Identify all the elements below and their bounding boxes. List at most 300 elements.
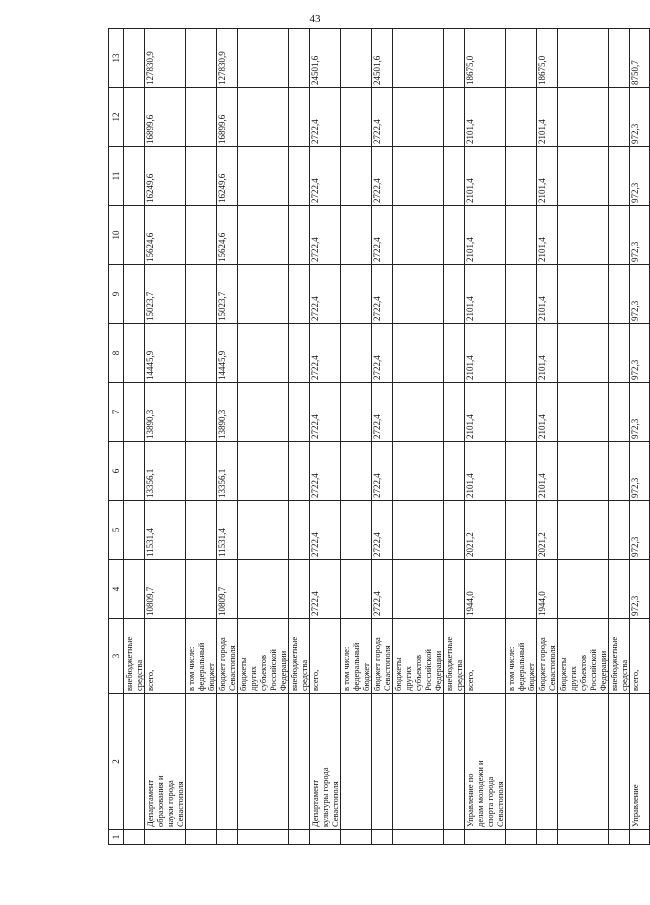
value-cell [289, 383, 310, 442]
table-row [186, 29, 217, 845]
table-row [444, 29, 465, 845]
value-cell: 18675,0 [537, 29, 558, 88]
cell-text-line: других [568, 666, 578, 691]
header-cell: 6 [109, 442, 124, 501]
value-cell [186, 501, 217, 560]
header-cell: 12 [109, 88, 124, 147]
value-cell [506, 383, 537, 442]
value-cell [444, 265, 465, 324]
value-cell [393, 88, 444, 147]
row-index-cell [310, 830, 341, 845]
funding-source-cell [372, 619, 393, 694]
value-cell [186, 29, 217, 88]
executor-cell [310, 694, 341, 830]
cell-text-line: бюджеты [238, 657, 248, 691]
value-cell: 2101,4 [465, 147, 506, 206]
value-cell [558, 29, 609, 88]
cell-text-line: Севастополя [547, 645, 557, 691]
row-index-cell [537, 830, 558, 845]
cell-text-line: в том числе: [186, 646, 196, 691]
value-cell: 2722,4 [310, 265, 341, 324]
cell-text-line: федеральный [516, 642, 526, 691]
value-cell [289, 501, 310, 560]
cell-text-line: внебюджетные [289, 636, 299, 691]
value-cell: 2722,4 [310, 560, 341, 619]
value-cell [124, 442, 145, 501]
cell-text-line: бюджет [361, 663, 371, 691]
value-cell [186, 147, 217, 206]
value-cell [238, 206, 289, 265]
row-index-cell [186, 830, 217, 845]
cell-text-line: бюджет города [537, 637, 547, 691]
cell-text-line: субъектов [258, 655, 268, 691]
cell-text-line: средства [454, 659, 464, 691]
value-cell [609, 442, 630, 501]
funding-source-cell [558, 619, 609, 694]
funding-source-cell [289, 619, 310, 694]
value-cell [289, 442, 310, 501]
row-index-cell [289, 830, 310, 845]
value-cell [238, 265, 289, 324]
table-row [465, 29, 506, 845]
executor-cell [372, 694, 393, 830]
value-cell [506, 442, 537, 501]
value-cell [341, 442, 372, 501]
executor-cell [537, 694, 558, 830]
cell-text-line: делам молодежи и [475, 760, 485, 827]
header-cell: 3 [109, 619, 124, 694]
value-cell: 10809,7 [145, 560, 186, 619]
value-cell: 127830,9 [217, 29, 238, 88]
header-cell: 8 [109, 324, 124, 383]
value-cell: 972,3 [630, 383, 650, 442]
cell-text-line: средства [134, 659, 144, 691]
table-row [506, 29, 537, 845]
header-cell: 9 [109, 265, 124, 324]
row-index-cell [238, 830, 289, 845]
value-cell: 10809,7 [217, 560, 238, 619]
cell-text-line: Российской [588, 649, 598, 691]
value-cell: 972,3 [630, 324, 650, 383]
value-cell [186, 442, 217, 501]
header-cell: 7 [109, 383, 124, 442]
value-cell: 16249,6 [145, 147, 186, 206]
cell-text-line: средства [619, 659, 629, 691]
value-cell [341, 324, 372, 383]
value-cell [393, 206, 444, 265]
value-cell [238, 383, 289, 442]
value-cell: 2722,4 [310, 442, 341, 501]
executor-cell [145, 694, 186, 830]
header-cell: 4 [109, 560, 124, 619]
cell-text-line: бюджеты [393, 657, 403, 691]
value-cell [341, 147, 372, 206]
row-index-cell [341, 830, 372, 845]
value-cell [609, 29, 630, 88]
value-cell [506, 560, 537, 619]
value-cell [186, 383, 217, 442]
executor-cell [558, 694, 609, 830]
value-cell: 11531,4 [217, 501, 238, 560]
value-cell [609, 324, 630, 383]
executor-cell [341, 694, 372, 830]
value-cell: 2101,4 [537, 147, 558, 206]
value-cell: 2101,4 [465, 383, 506, 442]
cell-text-line: Департамент [310, 779, 320, 827]
value-cell [289, 560, 310, 619]
cell-text-line: Федерации [278, 650, 288, 691]
cell-text-line: федеральный [351, 642, 361, 691]
cell-text-line: федеральный [196, 642, 206, 691]
value-cell: 2101,4 [465, 265, 506, 324]
value-cell: 24501,6 [372, 29, 393, 88]
funding-source-cell [465, 619, 506, 694]
row-index-cell [217, 830, 238, 845]
executor-cell [393, 694, 444, 830]
row-index-cell [630, 830, 650, 845]
table-row [609, 29, 630, 845]
budget-table [108, 28, 650, 845]
value-cell: 2101,4 [465, 206, 506, 265]
value-cell [506, 88, 537, 147]
funding-source-cell [537, 619, 558, 694]
cell-text-line: науки города [165, 780, 175, 827]
value-cell [609, 147, 630, 206]
value-cell [186, 265, 217, 324]
value-cell: 2101,4 [537, 442, 558, 501]
executor-cell [289, 694, 310, 830]
cell-text-line: образования и [155, 775, 165, 827]
row-index-cell [372, 830, 393, 845]
value-cell [558, 501, 609, 560]
value-cell: 2722,4 [310, 324, 341, 383]
value-cell: 2101,4 [465, 324, 506, 383]
value-cell: 2722,4 [372, 501, 393, 560]
value-cell: 972,3 [630, 206, 650, 265]
cell-text-line: средства [299, 659, 309, 691]
value-cell [444, 88, 465, 147]
value-cell: 972,3 [630, 147, 650, 206]
value-cell: 2722,4 [372, 383, 393, 442]
row-index-cell [444, 830, 465, 845]
value-cell: 2722,4 [372, 88, 393, 147]
funding-source-cell [444, 619, 465, 694]
cell-text-line: Севастополя [227, 645, 237, 691]
value-cell [238, 29, 289, 88]
funding-source-cell [310, 619, 341, 694]
header-cell: 13 [109, 29, 124, 88]
value-cell [444, 324, 465, 383]
row-index-cell [145, 830, 186, 845]
cell-text-line: внебюджетные [609, 636, 619, 691]
value-cell [238, 560, 289, 619]
value-cell [444, 501, 465, 560]
value-cell [609, 383, 630, 442]
value-cell [393, 501, 444, 560]
cell-text-line: других [248, 666, 258, 691]
funding-source-cell [145, 619, 186, 694]
value-cell: 2722,4 [310, 501, 341, 560]
value-cell [124, 206, 145, 265]
value-cell [124, 383, 145, 442]
value-cell [558, 324, 609, 383]
value-cell [341, 560, 372, 619]
cell-text-line: Российской [423, 649, 433, 691]
table-row [630, 29, 650, 845]
value-cell: 2722,4 [372, 560, 393, 619]
cell-text-line: Управление по [465, 773, 475, 827]
value-cell [558, 147, 609, 206]
value-cell: 15023,7 [145, 265, 186, 324]
row-index-cell [558, 830, 609, 845]
value-cell [341, 88, 372, 147]
cell-text-line: Департамент [145, 779, 155, 827]
value-cell: 2722,4 [372, 324, 393, 383]
cell-text-line: внебюджетные [444, 636, 454, 691]
value-cell [558, 265, 609, 324]
header-cell: 2 [109, 694, 124, 830]
value-cell [506, 265, 537, 324]
row-index-cell [609, 830, 630, 845]
cell-text-line: бюджет [526, 663, 536, 691]
value-cell: 2722,4 [372, 206, 393, 265]
cell-text-line: Севастополя [495, 781, 505, 827]
cell-text-line: бюджет [206, 663, 216, 691]
value-cell [393, 265, 444, 324]
value-cell [444, 442, 465, 501]
value-cell: 972,3 [630, 88, 650, 147]
executor-cell [506, 694, 537, 830]
value-cell [609, 560, 630, 619]
value-cell: 13356,1 [217, 442, 238, 501]
cell-text-line: Федерации [433, 650, 443, 691]
value-cell [186, 88, 217, 147]
value-cell [124, 501, 145, 560]
funding-source-cell [217, 619, 238, 694]
cell-text-line: других [403, 666, 413, 691]
value-cell: 16249,6 [217, 147, 238, 206]
cell-text-line: культуры города [320, 767, 330, 827]
value-cell: 15023,7 [217, 265, 238, 324]
rotated-table [108, 28, 640, 845]
value-cell: 15624,6 [145, 206, 186, 265]
header-cell: 5 [109, 501, 124, 560]
funding-source-cell [506, 619, 537, 694]
executor-cell [186, 694, 217, 830]
value-cell [393, 324, 444, 383]
header-cell: 1 [109, 830, 124, 845]
value-cell [444, 147, 465, 206]
value-cell: 2021,2 [537, 501, 558, 560]
value-cell [558, 88, 609, 147]
value-cell [238, 324, 289, 383]
table-row [124, 29, 145, 845]
value-cell [341, 383, 372, 442]
rotated-table-container [108, 28, 640, 845]
value-cell: 127830,9 [145, 29, 186, 88]
value-cell: 972,3 [630, 501, 650, 560]
value-cell: 2101,4 [537, 206, 558, 265]
value-cell [238, 442, 289, 501]
value-cell [558, 442, 609, 501]
value-cell [186, 324, 217, 383]
cell-text-line: субъектов [578, 655, 588, 691]
value-cell: 2101,4 [537, 88, 558, 147]
value-cell [289, 206, 310, 265]
cell-text-line: бюджет города [372, 637, 382, 691]
value-cell [444, 29, 465, 88]
cell-text-line: Севастополя [175, 781, 185, 827]
value-cell [393, 383, 444, 442]
value-cell [341, 29, 372, 88]
value-cell [124, 324, 145, 383]
funding-source-cell [341, 619, 372, 694]
value-cell [609, 501, 630, 560]
value-cell [289, 147, 310, 206]
value-cell: 972,3 [630, 265, 650, 324]
row-index-cell [465, 830, 506, 845]
row-index-cell [124, 830, 145, 845]
table-row [393, 29, 444, 845]
value-cell [124, 88, 145, 147]
cell-text-line: спорта города [485, 776, 495, 827]
value-cell: 2722,4 [372, 147, 393, 206]
cell-text-line: бюджеты [558, 657, 568, 691]
cell-text-line: внебюджетные [124, 636, 134, 691]
executor-cell [124, 694, 145, 830]
executor-cell [444, 694, 465, 830]
value-cell [506, 147, 537, 206]
value-cell [238, 501, 289, 560]
value-cell [558, 560, 609, 619]
header-cell: 10 [109, 206, 124, 265]
value-cell: 11531,4 [145, 501, 186, 560]
cell-text-line: Управление [630, 784, 640, 827]
value-cell [393, 147, 444, 206]
value-cell [609, 265, 630, 324]
cell-text-line: в том числе: [341, 646, 351, 691]
value-cell: 18675,0 [465, 29, 506, 88]
funding-source-cell [186, 619, 217, 694]
value-cell: 2101,4 [465, 442, 506, 501]
value-cell [124, 29, 145, 88]
value-cell [186, 560, 217, 619]
cell-text-line: субъектов [413, 655, 423, 691]
cell-text-line: бюджет города [217, 637, 227, 691]
value-cell [124, 560, 145, 619]
value-cell: 2722,4 [310, 206, 341, 265]
value-cell: 2722,4 [310, 383, 341, 442]
value-cell: 2101,4 [465, 88, 506, 147]
table-row [289, 29, 310, 845]
value-cell: 1944,0 [465, 560, 506, 619]
value-cell [558, 206, 609, 265]
row-index-cell [506, 830, 537, 845]
funding-source-cell [393, 619, 444, 694]
cell-text-line: Севастополя [382, 645, 392, 691]
value-cell: 13890,3 [145, 383, 186, 442]
value-cell [289, 324, 310, 383]
value-cell [506, 206, 537, 265]
value-cell [444, 206, 465, 265]
value-cell: 15624,6 [217, 206, 238, 265]
value-cell: 16899,6 [145, 88, 186, 147]
value-cell: 2021,2 [465, 501, 506, 560]
table-row [217, 29, 238, 845]
value-cell: 972,3 [630, 560, 650, 619]
table-row [238, 29, 289, 845]
table-row [558, 29, 609, 845]
value-cell [393, 560, 444, 619]
value-cell: 16899,6 [217, 88, 238, 147]
cell-text-line: всего, [310, 669, 320, 691]
funding-source-cell [124, 619, 145, 694]
cell-text-line: всего, [145, 669, 155, 691]
value-cell: 24501,6 [310, 29, 341, 88]
value-cell: 2101,4 [537, 265, 558, 324]
funding-source-cell [630, 619, 650, 694]
value-cell [186, 206, 217, 265]
cell-text-line: Федерации [598, 650, 608, 691]
table-row [145, 29, 186, 845]
executor-cell [238, 694, 289, 830]
value-cell: 14445,9 [145, 324, 186, 383]
value-cell [506, 29, 537, 88]
value-cell [609, 206, 630, 265]
funding-source-cell [609, 619, 630, 694]
row-index-cell [393, 830, 444, 845]
value-cell: 2722,4 [372, 442, 393, 501]
value-cell [289, 265, 310, 324]
value-cell: 2101,4 [537, 383, 558, 442]
executor-cell [465, 694, 506, 830]
header-cell: 11 [109, 147, 124, 206]
cell-text-line: Севастополя [330, 781, 340, 827]
value-cell: 2722,4 [372, 265, 393, 324]
funding-source-cell [238, 619, 289, 694]
value-cell: 13890,3 [217, 383, 238, 442]
value-cell [341, 206, 372, 265]
table-row [537, 29, 558, 845]
value-cell: 972,3 [630, 442, 650, 501]
value-cell: 2722,4 [310, 147, 341, 206]
cell-text-line: всего, [465, 669, 475, 691]
value-cell [393, 442, 444, 501]
value-cell [506, 501, 537, 560]
value-cell: 2722,4 [310, 88, 341, 147]
value-cell [444, 560, 465, 619]
value-cell [506, 324, 537, 383]
cell-text-line: всего, [630, 669, 640, 691]
executor-cell [217, 694, 238, 830]
value-cell: 1944,0 [537, 560, 558, 619]
value-cell [393, 29, 444, 88]
executor-cell [609, 694, 630, 830]
value-cell [558, 383, 609, 442]
value-cell [444, 383, 465, 442]
table-row [341, 29, 372, 845]
value-cell [238, 88, 289, 147]
value-cell [124, 265, 145, 324]
value-cell [609, 88, 630, 147]
value-cell [238, 147, 289, 206]
value-cell [341, 265, 372, 324]
header-row [109, 29, 124, 845]
value-cell [289, 88, 310, 147]
page-number: 43 [309, 13, 321, 25]
cell-text-line: Российской [268, 649, 278, 691]
value-cell: 2101,4 [537, 324, 558, 383]
